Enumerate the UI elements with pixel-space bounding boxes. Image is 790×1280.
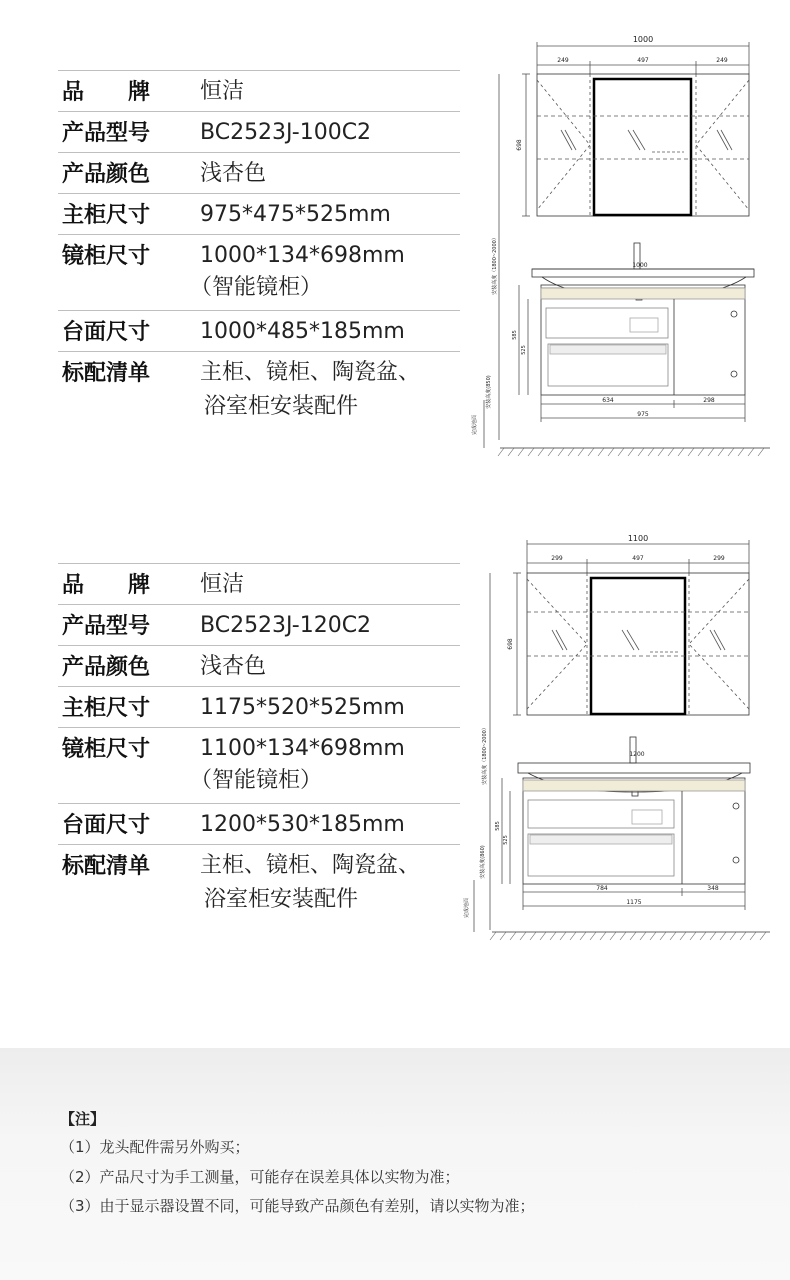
- spec-value: 1100*134*698mm: [200, 736, 405, 761]
- note-item-2: （2）产品尺寸为手工测量，可能存在误差具体以实物为准；: [60, 1168, 460, 1186]
- dim-mirror-width: 497: [632, 555, 644, 562]
- dim-bottom-total: 1175: [626, 899, 642, 906]
- dim-install-height: 安装高度(860): [480, 845, 486, 879]
- spec-label: 品 牌: [62, 573, 151, 598]
- spec-label: 标配清单: [62, 361, 151, 386]
- spec-label: 产品颜色: [62, 655, 151, 680]
- dim-height-585: 585: [495, 821, 501, 831]
- spec-value: 1000*134*698mm: [200, 243, 405, 268]
- dim-floor-label: 完成地面: [464, 897, 470, 919]
- spec-value-line2: 浴室柜安装配件: [204, 394, 359, 419]
- spec-row-color: [58, 645, 460, 687]
- spec-label: 产品型号: [62, 614, 151, 639]
- dim-total-width: 1000: [632, 35, 654, 44]
- dim-counter-width: 1000: [632, 262, 648, 269]
- dim-install-range: 安装高度（1800~2000）: [492, 235, 498, 295]
- dim-bottom-left: 784: [596, 885, 608, 892]
- dim-install-range: 安装高度（1800~2000）: [482, 725, 488, 785]
- spec-value: 主柜、镜柜、陶瓷盆、: [200, 853, 421, 878]
- dimension-diagram-2: [462, 530, 774, 950]
- spec-label: 产品型号: [62, 121, 151, 146]
- spec-value: 浅杏色: [200, 654, 267, 679]
- dim-right-width: 299: [713, 555, 725, 562]
- dim-bottom-total: 975: [637, 411, 649, 418]
- spec-label: 台面尺寸: [62, 320, 151, 345]
- notes-title: 【注】: [60, 1110, 106, 1128]
- spec-value: 1175*520*525mm: [200, 695, 405, 720]
- spec-row-countertop: [58, 803, 460, 845]
- dim-mirror-width: 497: [637, 57, 649, 64]
- dim-height-525: 525: [503, 835, 509, 845]
- spec-label: 主柜尺寸: [62, 203, 151, 228]
- spec-row-mirror-cabinet: [58, 727, 460, 804]
- spec-label: 镜柜尺寸: [62, 244, 151, 269]
- note-item-1: （1）龙头配件需另外购买；: [60, 1138, 250, 1156]
- dim-right-width: 249: [716, 57, 728, 64]
- dim-left-width: 299: [551, 555, 563, 562]
- spec-value: 1000*485*185mm: [200, 319, 405, 344]
- dim-install-height: 安装高度(850): [486, 375, 492, 409]
- spec-label: 品 牌: [62, 80, 151, 105]
- spec-value: 主柜、镜柜、陶瓷盆、: [200, 360, 421, 385]
- spec-value: 浅杏色: [200, 161, 267, 186]
- notes-section: [0, 1048, 790, 1280]
- note-item-3: （3）由于显示器设置不同，可能导致产品颜色有差别，请以实物为准；: [60, 1197, 535, 1215]
- spec-value: BC2523J-100C2: [200, 120, 372, 145]
- spec-label: 主柜尺寸: [62, 696, 151, 721]
- spec-value: 恒洁: [200, 79, 245, 104]
- spec-value: 975*475*525mm: [200, 202, 391, 227]
- dim-total-width: 1100: [627, 534, 649, 543]
- spec-row-model: [58, 604, 460, 646]
- spec-row-package-list: [58, 844, 460, 921]
- dim-counter-width: 1200: [629, 751, 645, 758]
- spec-label: 镜柜尺寸: [62, 737, 151, 762]
- dim-bottom-right: 298: [703, 397, 715, 404]
- dim-left-width: 249: [557, 57, 569, 64]
- spec-value: 恒洁: [200, 572, 245, 597]
- dim-floor-label: 完成地面: [472, 414, 478, 436]
- dim-bottom-right: 348: [707, 885, 719, 892]
- dim-height-525: 525: [521, 345, 527, 355]
- spec-label: 台面尺寸: [62, 813, 151, 838]
- spec-value: 1200*530*185mm: [200, 812, 405, 837]
- dim-mirror-height: 698: [516, 139, 523, 151]
- spec-value-line2: 浴室柜安装配件: [204, 887, 359, 912]
- spec-value: BC2523J-120C2: [200, 613, 372, 638]
- spec-row-brand: [58, 563, 460, 605]
- dim-height-585: 585: [512, 330, 518, 340]
- spec-label: 产品颜色: [62, 162, 151, 187]
- spec-row-main-cabinet: [58, 686, 460, 728]
- dim-mirror-height: 698: [507, 638, 514, 650]
- spec-value-note: （智能镜柜）: [190, 275, 323, 300]
- spec-value-note: （智能镜柜）: [190, 768, 323, 793]
- dim-bottom-left: 634: [602, 397, 614, 404]
- spec-label: 标配清单: [62, 854, 151, 879]
